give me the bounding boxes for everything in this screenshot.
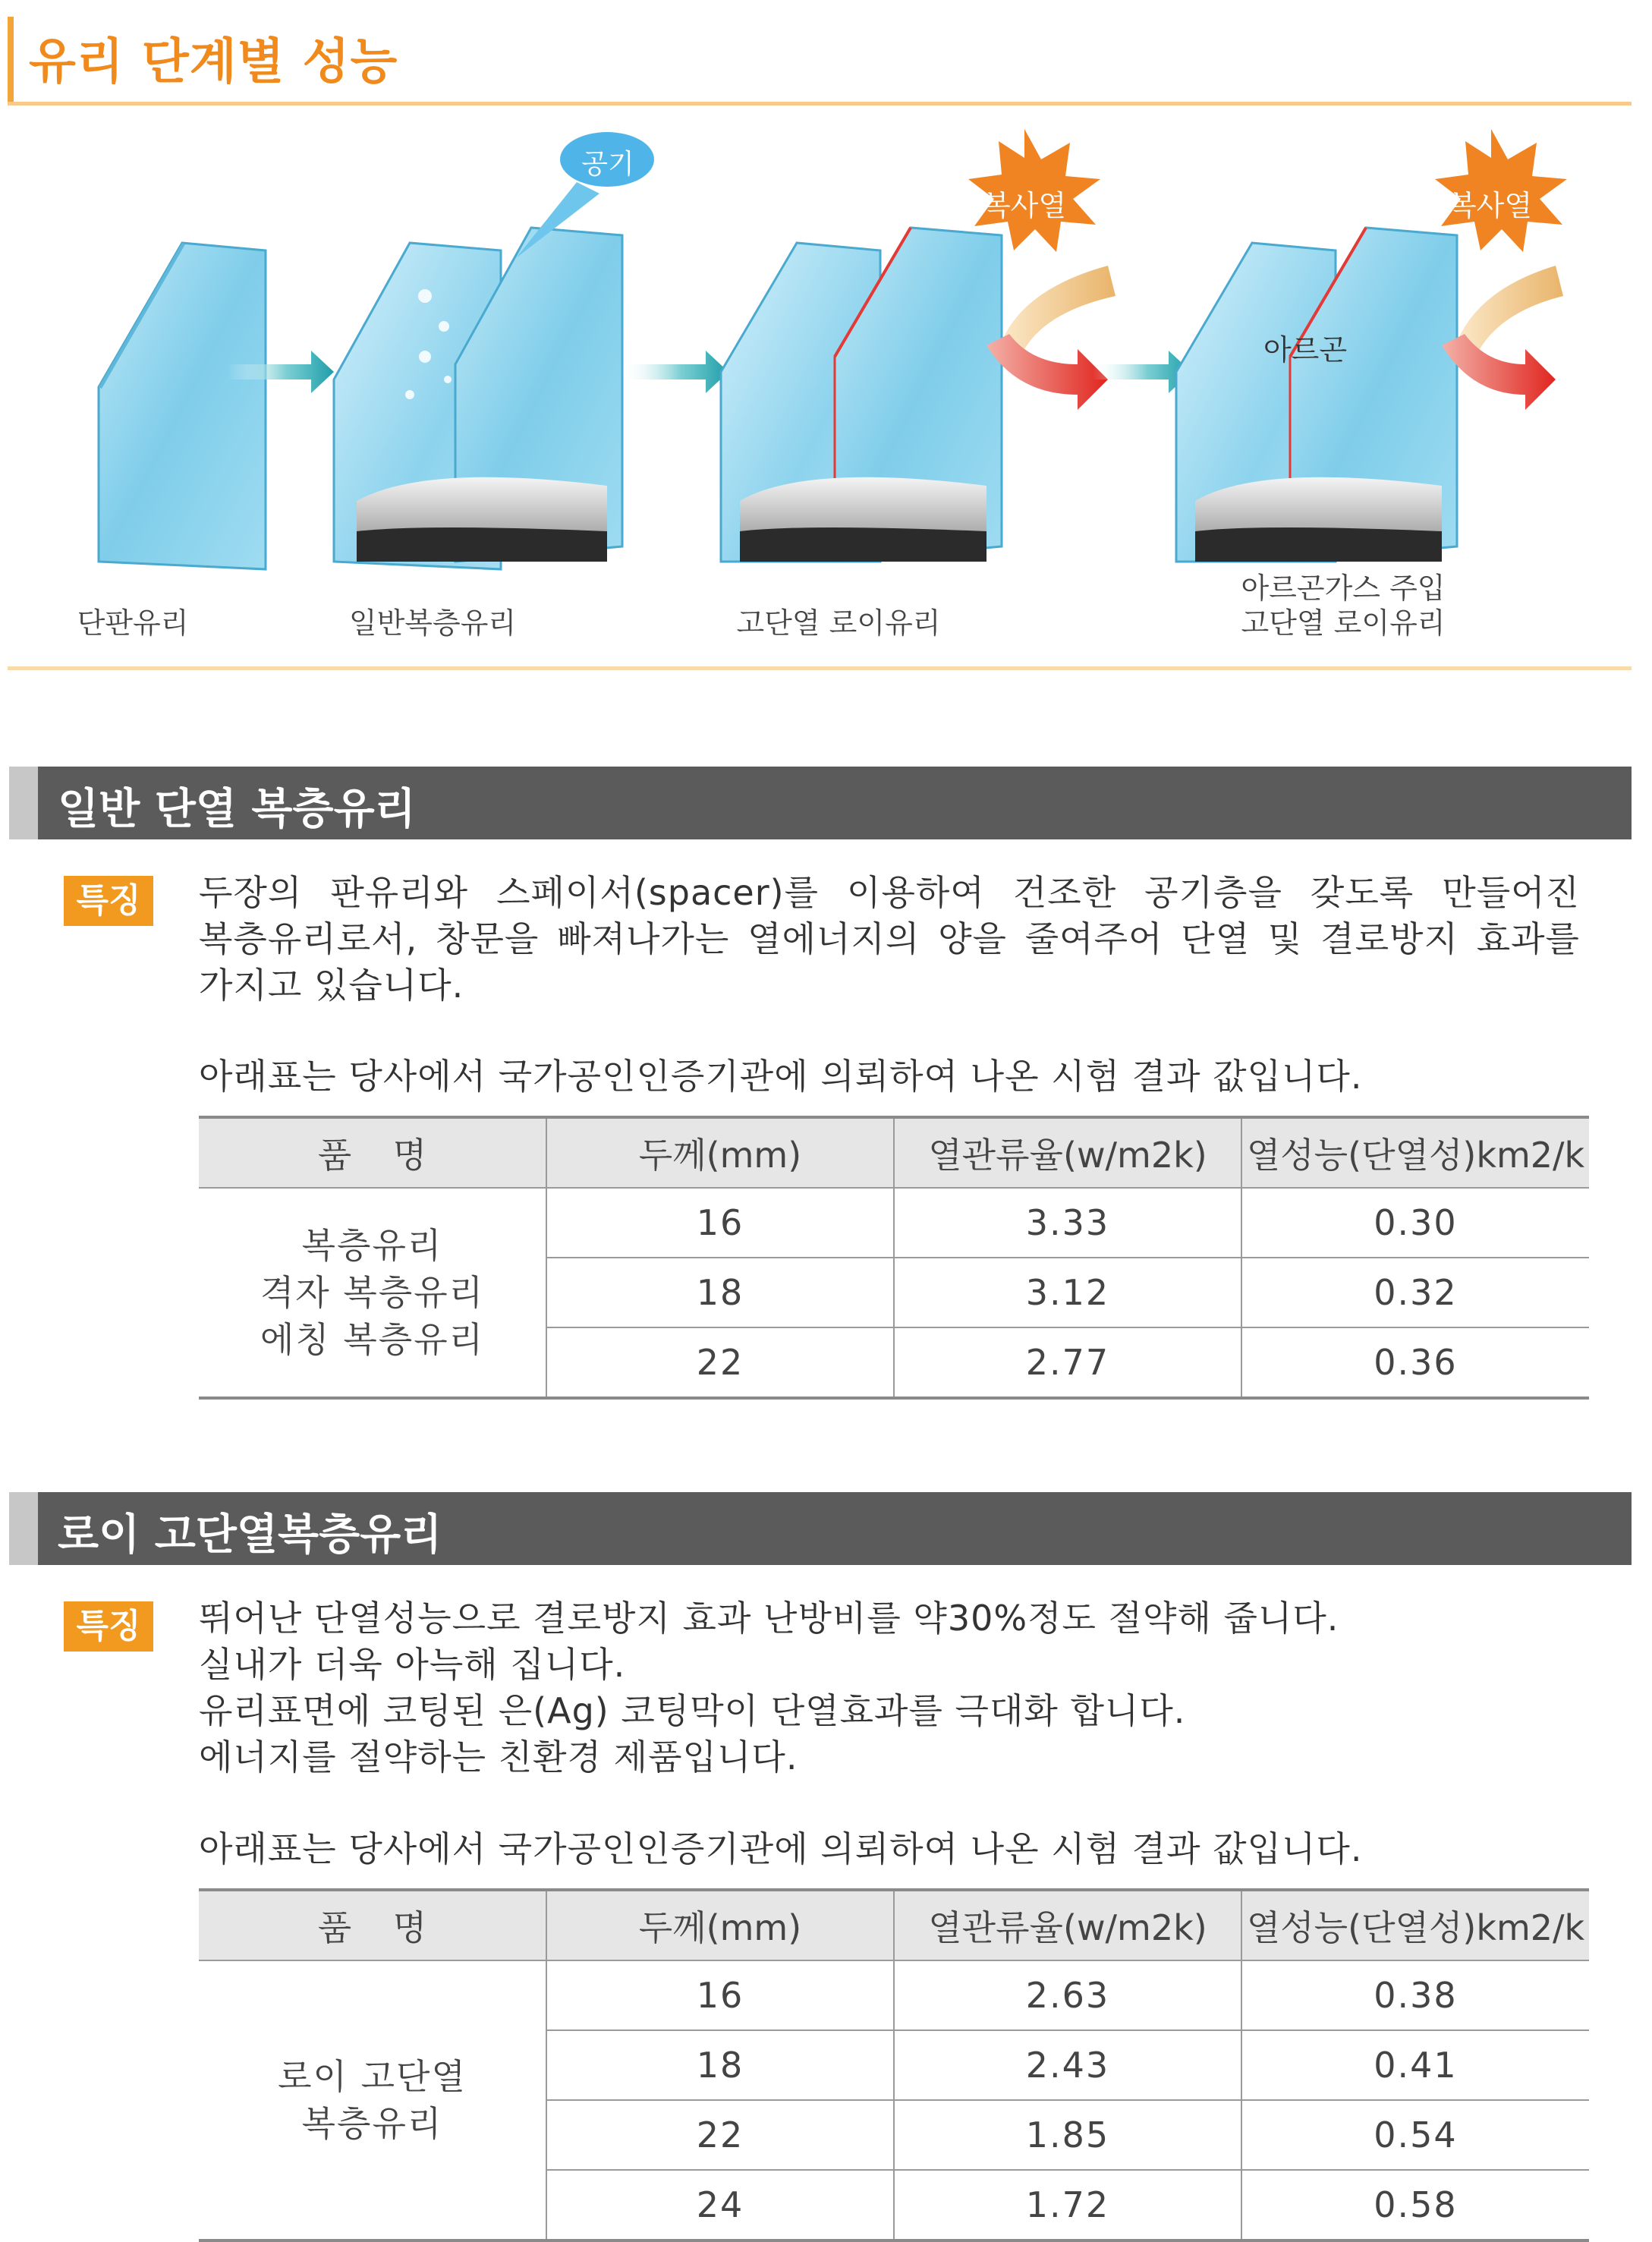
section-header-title: 로이 고단열복층유리 <box>58 1510 442 1560</box>
header-u-value: 열관류율(w/m2k) <box>894 1117 1241 1188</box>
thickness-cell: 18 <box>546 1258 894 1327</box>
feature-line: 실내가 더욱 아늑해 집니다. <box>199 1644 626 1685</box>
double-glazing-glass <box>334 228 622 569</box>
figure-divider <box>8 666 1632 670</box>
header-r-value: 열성능(단열성)km2/k <box>1241 1890 1589 1960</box>
product-name-line: 에칭 복층유리 <box>260 1319 485 1360</box>
header-u-value: 열관류율(w/m2k) <box>894 1890 1241 1960</box>
feature-badge: 특징 <box>64 1601 153 1652</box>
glass-stage-figure <box>0 106 1652 668</box>
feature-badge: 특징 <box>64 876 153 926</box>
spec-table-general <box>199 1116 1589 1400</box>
product-name-line: 로이 고단열 <box>278 2056 467 2097</box>
argon-label: 아르곤 <box>1263 333 1348 367</box>
r-value-cell: 0.36 <box>1241 1327 1589 1398</box>
arrow-stage2-to-3 <box>622 351 728 393</box>
page-title: 유리 단계별 성능 <box>29 34 398 90</box>
section-header-low-e-insulated <box>9 1492 1632 1565</box>
product-name-line: 격자 복층유리 <box>260 1272 485 1313</box>
u-value-cell: 1.85 <box>894 2100 1241 2170</box>
thickness-cell: 22 <box>546 2100 894 2170</box>
section-header-tab <box>9 767 38 839</box>
thickness-cell: 24 <box>546 2170 894 2240</box>
u-value-cell: 3.12 <box>894 1258 1241 1327</box>
r-value-cell: 0.41 <box>1241 2030 1589 2100</box>
u-value-cell: 3.33 <box>894 1188 1241 1258</box>
air-callout-label: 공기 <box>581 149 634 180</box>
feature-line: 뛰어난 단열성능으로 결로방지 효과 난방비를 약30%정도 절약해 줍니다. <box>199 1598 1339 1639</box>
r-value-cell: 0.38 <box>1241 1960 1589 2030</box>
r-value-cell: 0.58 <box>1241 2170 1589 2240</box>
spec-table-low-e <box>199 1888 1589 2242</box>
stage-label-single-pane: 단판유리 <box>77 606 189 640</box>
low-e-glass <box>721 228 1002 562</box>
feature-description <box>199 1595 1580 1781</box>
feature-description <box>199 870 1580 1009</box>
test-note: 아래표는 당사에서 국가공인인증기관에 의뢰하여 나온 시험 결과 값입니다. <box>199 1828 1363 1869</box>
u-value-cell: 2.77 <box>894 1327 1241 1398</box>
product-name-cell <box>199 1188 546 1398</box>
r-value-cell: 0.32 <box>1241 1258 1589 1327</box>
product-name-line: 복층유리 <box>301 2103 443 2144</box>
radiant-heat-label-stage4: 복사열 <box>1448 189 1533 222</box>
section-header-tab <box>9 1492 38 1565</box>
stage-label-line: 아르곤가스 주입 <box>1241 572 1446 605</box>
thickness-cell: 16 <box>546 1188 894 1258</box>
stage-label-double-glazing: 일반복층유리 <box>348 606 517 640</box>
thickness-cell: 22 <box>546 1327 894 1398</box>
header-product-name: 품 명 <box>199 1890 546 1960</box>
table-header-row <box>199 1117 1589 1188</box>
argon-low-e-glass <box>1176 228 1457 562</box>
heat-deflection-arrows-stage3 <box>986 266 1115 410</box>
feature-line: 복층유리로서, 창문을 빠져나가는 열에너지의 양을 줄여주어 단열 및 결로방지 효과를 <box>199 918 1580 959</box>
test-note: 아래표는 당사에서 국가공인인증기관에 의뢰하여 나온 시험 결과 값입니다. <box>199 1056 1363 1097</box>
header-thickness: 두께(mm) <box>546 1890 894 1960</box>
product-name-line: 복층유리 <box>301 1225 443 1266</box>
title-accent-bar <box>8 17 14 103</box>
stage-label-low-e: 고단열 로이유리 <box>736 606 941 640</box>
r-value-cell: 0.30 <box>1241 1188 1589 1258</box>
header-product-name: 품 명 <box>199 1117 546 1188</box>
table-row <box>199 1960 1589 2030</box>
u-value-cell: 2.43 <box>894 2030 1241 2100</box>
section-header-general-insulated <box>9 767 1632 839</box>
stage-label-line: 고단열 로이유리 <box>1241 606 1446 640</box>
stage-label-argon-low-e <box>1229 571 1457 641</box>
thickness-cell: 16 <box>546 1960 894 2030</box>
heat-deflection-arrows-stage4 <box>1442 266 1563 410</box>
single-pane-glass <box>99 243 266 569</box>
title-underline <box>8 102 1632 105</box>
thickness-cell: 18 <box>546 2030 894 2100</box>
header-r-value: 열성능(단열성)km2/k <box>1241 1117 1589 1188</box>
u-value-cell: 1.72 <box>894 2170 1241 2240</box>
r-value-cell: 0.54 <box>1241 2100 1589 2170</box>
product-name-cell <box>199 1960 546 2240</box>
feature-line: 유리표면에 코팅된 은(Ag) 코팅막이 단열효과를 극대화 합니다. <box>199 1690 1186 1731</box>
feature-line: 두장의 판유리와 스페이서(spacer)를 이용하여 건조한 공기층을 갖도록 만들어진 <box>199 872 1580 913</box>
u-value-cell: 2.63 <box>894 1960 1241 2030</box>
radiant-heat-label-stage3: 복사열 <box>982 189 1067 222</box>
feature-line: 가지고 있습니다. <box>199 965 464 1006</box>
feature-line: 에너지를 절약하는 친환경 제품입니다. <box>199 1737 798 1778</box>
table-row <box>199 1188 1589 1258</box>
section-header-title: 일반 단열 복층유리 <box>58 785 416 834</box>
header-thickness: 두께(mm) <box>546 1117 894 1188</box>
table-header-row <box>199 1890 1589 1960</box>
